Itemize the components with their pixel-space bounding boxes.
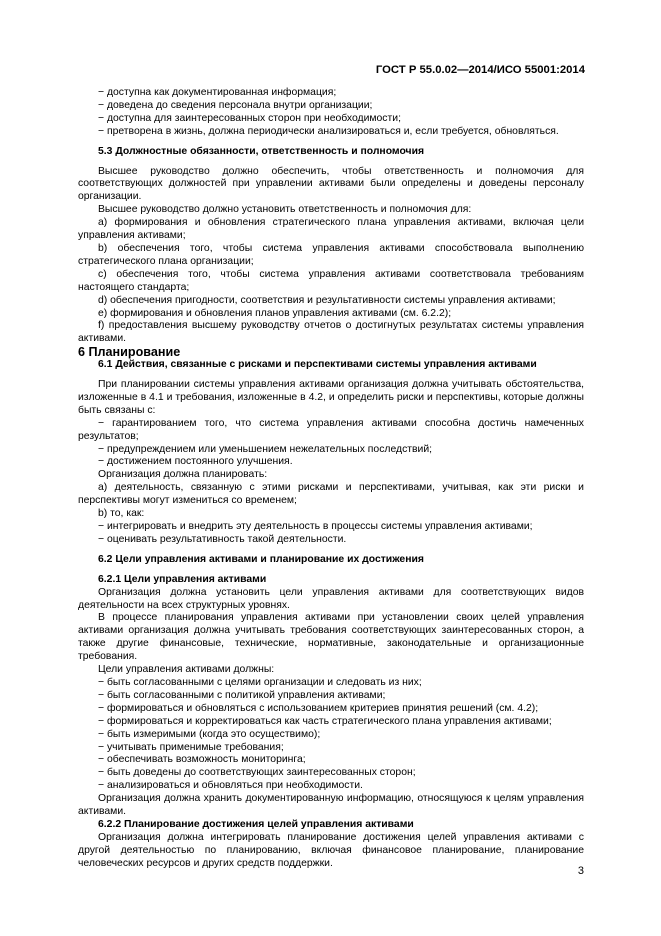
list-item: − формироваться и обновляться с использованием критериев принятия решений (см. 4.2); — [98, 702, 539, 714]
list-item: − доведена до сведения персонала внутри организации; — [98, 99, 373, 111]
list-item: − быть согласованными с политикой управления активами; — [98, 689, 386, 701]
list-item: − гарантированием того, что система управления активами способна достичь намеченных результатов; — [78, 417, 584, 442]
page-content — [78, 87, 584, 871]
list-item: a) деятельность, связанную с этими рисками и перспективами, учитывая, как эти риски и перспективы могут измениться со временем; — [78, 482, 584, 507]
paragraph: Организация должна планировать: — [98, 469, 268, 481]
list-item: − анализироваться и обновляться при необходимости. — [98, 780, 363, 792]
list-item: − быть доведены до соответствующих заинтересованных сторон; — [98, 767, 416, 779]
list-item: c) обеспечения того, чтобы система управления активами соответствовала требованиям настоящего стандарта; — [78, 268, 584, 293]
paragraph: Высшее руководство должно установить ответственность и полномочия для: — [98, 204, 472, 216]
list-item: − быть измеримыми (когда это осуществимо); — [98, 728, 321, 740]
section-heading-5-3: 5.3 Должностные обязанности, ответственность и полномочия — [98, 145, 425, 157]
list-item: − быть согласованными с целями организации и следовать из них; — [98, 676, 422, 688]
list-item: d) обеспечения пригодности, соответствия и результативности системы управления активами; — [98, 294, 556, 306]
paragraph: При планировании системы управления активами организация должна учитывать обстоятельства, изложенные в 4.1 и требования, изложенные в 4.2, и определить риски и перспективы, которые должны быть связаны с: — [78, 379, 584, 416]
paragraph: В процессе планирования управления активами при установлении своих целей управления активами организация должна учитывать требования соответствующих заинтересованных сторон, а также другие финансовые, технические, нормативные, законодательные и организационные требования. — [78, 612, 584, 663]
running-header: ГОСТ Р 55.0.02—2014/ИСО 55001:2014 — [375, 64, 585, 76]
section-heading-6-1: 6.1 Действия, связанные с рисками и перспективами системы управления активами — [98, 359, 537, 371]
section-heading-6-2: 6.2 Цели управления активами и планирование их достижения — [98, 553, 424, 565]
paragraph: Организация должна интегрировать планирование достижения целей управления активами с другой деятельностью по планированию, включая финансовое планирование, планирование человеческих ресурсов и других средств поддержки. — [78, 831, 584, 869]
list-item: − претворена в жизнь, должна периодически анализироваться и, если требуется, обновляться. — [98, 125, 559, 137]
list-item: − формироваться и корректироваться как часть стратегического плана управления активами; — [98, 715, 552, 727]
section-heading-6-2-2: 6.2.2 Планирование достижения целей управления активами — [98, 818, 414, 830]
list-item: − доступна как документированная информация; — [98, 87, 337, 98]
list-item: − достижением постоянного улучшения. — [98, 456, 293, 468]
list-item: b) обеспечения того, чтобы система управления активами способствовала выполнению стратегического плана организации; — [78, 242, 584, 267]
section-heading-6-2-1: 6.2.1 Цели управления активами — [98, 573, 267, 585]
list-item: a) формирования и обновления стратегического плана управления активами, включая цели управления активами; — [78, 217, 584, 242]
list-item: − оценивать результативность такой деятельности. — [98, 533, 347, 545]
list-item: b) то, как: — [98, 508, 145, 520]
page-number: 3 — [577, 865, 584, 877]
list-item: f) предоставления высшему руководству отчетов о достигнутых результатах системы управления активами. — [78, 320, 584, 345]
list-item: − обеспечивать возможность мониторинга; — [98, 754, 306, 766]
list-item: e) формирования и обновления планов управления активами (см. 6.2.2); — [98, 307, 452, 319]
list-item: − предупреждением или уменьшением нежелательных последствий; — [98, 443, 433, 455]
paragraph: Организация должна установить цели управления активами для соответствующих видов деятельности на всех структурных уровнях. — [78, 586, 584, 611]
paragraph: Высшее руководство должно обеспечить, чтобы ответственность и полномочия для соответствующих должностей при управлении активами были определены и доведены персоналу организации. — [78, 165, 584, 203]
list-item: − учитывать применимые требования; — [98, 741, 284, 753]
paragraph: Организация должна хранить документированную информацию, относящуюся к целям управления активами. — [78, 793, 584, 818]
section-heading-6: 6 Планирование — [78, 345, 181, 360]
list-item: − интегрировать и внедрить эту деятельность в процессы системы управления активами; — [98, 521, 533, 532]
paragraph: Цели управления активами должны: — [98, 664, 275, 676]
list-item: − доступна для заинтересованных сторон при необходимости; — [98, 112, 401, 124]
